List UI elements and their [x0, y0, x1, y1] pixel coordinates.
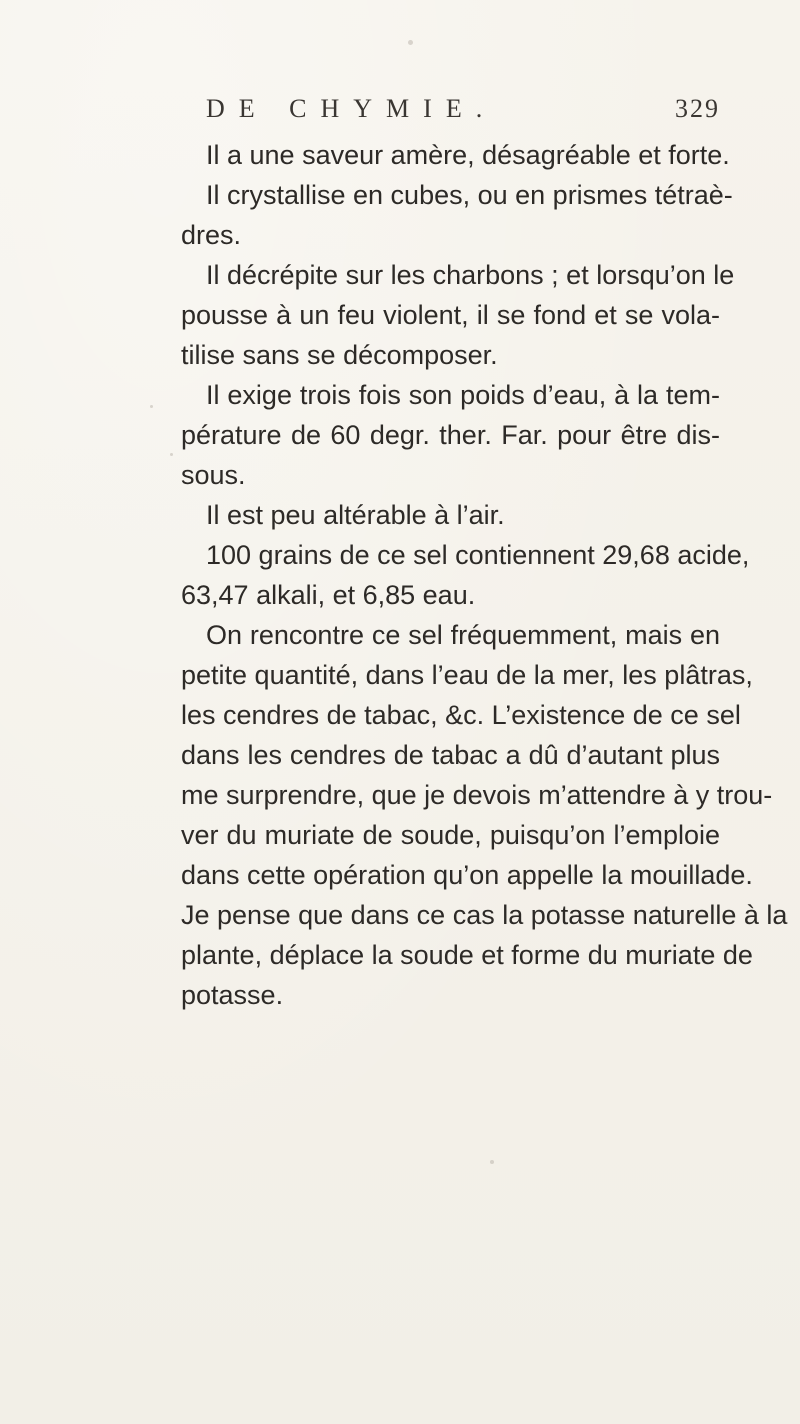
paper-speck: [490, 1160, 494, 1164]
text-line: tilise sans se décomposer.: [181, 340, 498, 370]
text-line: les cendres de tabac, &c. L’existence de ce sel: [181, 700, 741, 730]
text-line: 100 grains de ce sel contiennent 29,68 acide,: [206, 540, 750, 570]
text-line: 63,47 alkali, et 6,85 eau.: [181, 580, 476, 610]
text-line: dres.: [181, 220, 242, 250]
running-head: [206, 94, 720, 134]
text-line: potasse.: [181, 980, 284, 1010]
text-line: me surprendre, que je devois m’attendre à y trou-: [181, 780, 773, 810]
text-line: dans cette opération qu’on appelle la mouillade.: [181, 860, 753, 890]
paper-speck: [150, 405, 153, 408]
text-line: pousse à un feu violent, il se fond et se vola-: [181, 300, 720, 330]
text-line: plante, déplace la soude et forme du muriate de: [181, 940, 753, 970]
text-line: pérature de 60 degr. ther. Far. pour être dis-: [181, 420, 720, 450]
text-line: Il a une saveur amère, désagréable et forte.: [206, 140, 730, 170]
text-line: petite quantité, dans l’eau de la mer, les plâtras,: [181, 660, 753, 690]
text-line: Je pense que dans ce cas la potasse naturelle à la: [181, 900, 788, 930]
paper-speck: [408, 40, 413, 45]
text-line: dans les cendres de tabac a dû d’autant plus: [181, 740, 720, 770]
text-line: Il crystallise en cubes, ou en prismes tétraè-: [206, 180, 733, 210]
page-number: 329: [675, 94, 720, 123]
text-line: Il exige trois fois son poids d’eau, à la tem-: [206, 380, 720, 410]
text-line: Il décrépite sur les charbons ; et lorsqu’on le: [206, 260, 735, 290]
text-line: Il est peu altérable à l’air.: [206, 500, 505, 530]
text-line: On rencontre ce sel fréquemment, mais en: [206, 620, 720, 650]
paper-speck: [170, 453, 173, 456]
running-title: DE CHYMIE.: [206, 94, 497, 123]
text-line: sous.: [181, 460, 246, 490]
text-line: ver du muriate de soude, puisqu’on l’emploie: [181, 820, 720, 850]
